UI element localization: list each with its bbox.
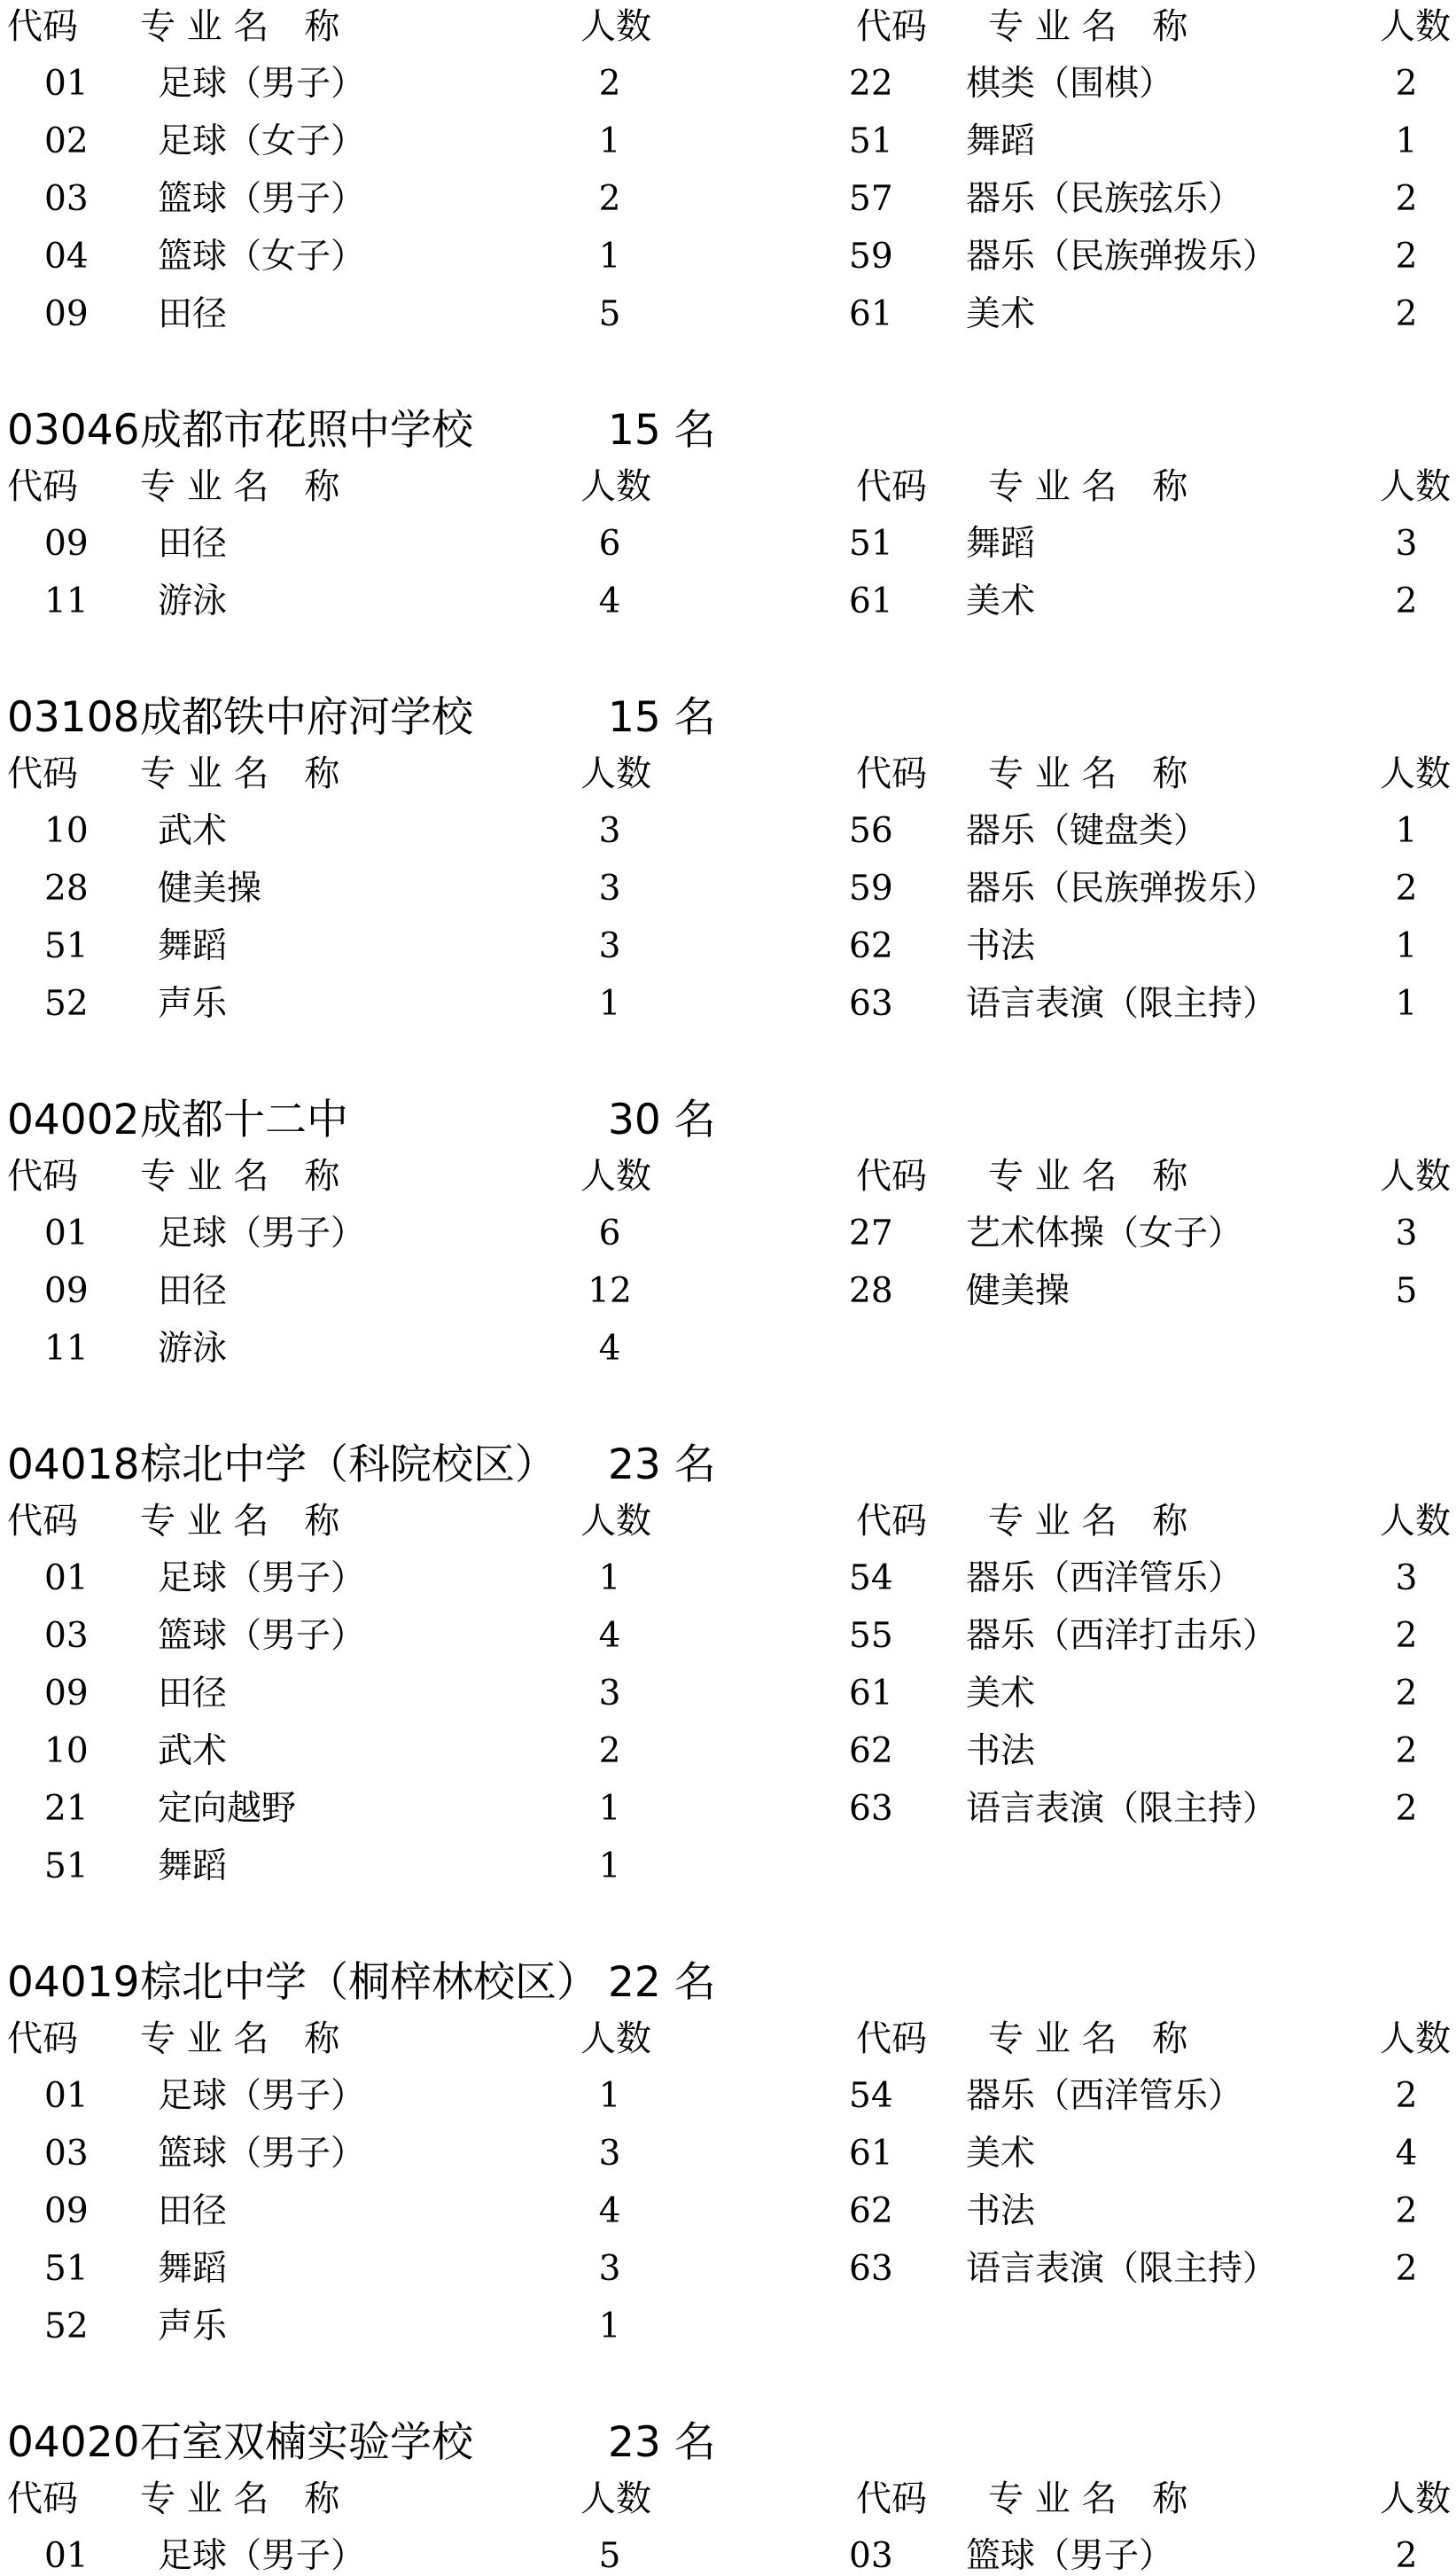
column-header-count: 人数 — [1380, 753, 1451, 794]
quota-count: 5 — [598, 2536, 621, 2576]
specialty-code: 52 — [44, 984, 89, 1024]
quota-count: 6 — [598, 524, 621, 564]
quota-count: 2 — [1395, 1616, 1418, 1656]
school-name: 成都十二中 — [140, 1096, 348, 1144]
quota-count: 3 — [598, 926, 621, 966]
quota-count: 3 — [598, 2134, 621, 2174]
column-header-count: 人数 — [580, 1501, 651, 1542]
specialty-name: 田径 — [158, 524, 228, 564]
specialty-name: 器乐（西洋管乐） — [966, 2076, 1243, 2116]
quota-count: 3 — [1395, 1214, 1418, 1253]
specialty-code: 51 — [849, 121, 893, 161]
specialty-code: 02 — [44, 121, 89, 161]
column-header-count: 人数 — [1380, 6, 1451, 47]
specialty-code: 28 — [44, 869, 89, 909]
column-header-name: 专 业 名 称 — [140, 2478, 340, 2519]
column-header-count: 人数 — [1380, 2018, 1451, 2059]
specialty-code: 51 — [44, 2249, 89, 2289]
specialty-code: 09 — [44, 1674, 89, 1713]
specialty-name: 器乐（民族弹拨乐） — [966, 237, 1278, 277]
column-header-code: 代码 — [7, 753, 78, 794]
quota-count: 1 — [598, 2076, 621, 2116]
specialty-name: 田径 — [158, 1271, 228, 1311]
specialty-name: 艺术体操（女子） — [966, 1214, 1243, 1253]
specialty-code: 61 — [849, 2134, 893, 2174]
specialty-name: 舞蹈 — [158, 1846, 228, 1886]
specialty-name: 器乐（西洋管乐） — [966, 1558, 1243, 1598]
quota-count: 2 — [1395, 1789, 1418, 1829]
specialty-name: 书法 — [966, 1731, 1036, 1771]
specialty-code: 01 — [44, 1214, 89, 1253]
column-header-code: 代码 — [856, 1501, 927, 1542]
quota-count: 3 — [1395, 524, 1418, 564]
column-header-code: 代码 — [856, 2478, 927, 2519]
school-name: 成都市花照中学校 — [140, 406, 473, 455]
specialty-name: 武术 — [158, 811, 228, 851]
specialty-code: 01 — [44, 1558, 89, 1598]
quota-count: 1 — [598, 984, 621, 1024]
specialty-code: 54 — [849, 1558, 893, 1598]
column-header-code: 代码 — [856, 6, 927, 47]
specialty-name: 舞蹈 — [966, 524, 1036, 564]
specialty-code: 55 — [849, 1616, 893, 1656]
specialty-code: 59 — [849, 237, 893, 277]
specialty-name: 田径 — [158, 2191, 228, 2231]
column-header-name: 专 业 名 称 — [140, 466, 340, 507]
column-header-count: 人数 — [1380, 1501, 1451, 1542]
quota-count: 2 — [1395, 1731, 1418, 1771]
specialty-name: 语言表演（限主持） — [966, 984, 1278, 1024]
school-total: 30 名 — [608, 1096, 716, 1144]
specialty-code: 03 — [44, 179, 89, 219]
specialty-name: 语言表演（限主持） — [966, 2249, 1278, 2289]
school-total: 15 名 — [608, 406, 716, 455]
school-name: 棕北中学（桐梓林校区） — [140, 1958, 598, 2007]
quota-count: 4 — [598, 1329, 621, 1369]
quota-count: 2 — [598, 179, 621, 219]
specialty-name: 游泳 — [158, 582, 228, 621]
specialty-code: 61 — [849, 294, 893, 334]
school-code: 03108 — [7, 693, 140, 742]
school-code: 04020 — [7, 2418, 140, 2467]
specialty-name: 篮球（女子） — [158, 237, 366, 277]
specialty-code: 51 — [44, 1846, 89, 1886]
column-header-code: 代码 — [7, 1156, 78, 1197]
specialty-name: 健美操 — [158, 869, 262, 909]
quota-count: 3 — [1395, 1558, 1418, 1598]
school-total: 23 名 — [608, 1440, 716, 1489]
quota-count: 12 — [588, 1271, 632, 1311]
specialty-code: 01 — [44, 64, 89, 104]
specialty-code: 51 — [44, 926, 89, 966]
quota-count: 5 — [598, 294, 621, 334]
specialty-name: 田径 — [158, 294, 228, 334]
specialty-name: 足球（男子） — [158, 64, 366, 104]
column-header-count: 人数 — [580, 6, 651, 47]
specialty-code: 09 — [44, 2191, 89, 2231]
specialty-code: 59 — [849, 869, 893, 909]
quota-count: 1 — [1395, 121, 1418, 161]
specialty-name: 田径 — [158, 1674, 228, 1713]
column-header-name: 专 业 名 称 — [988, 2018, 1188, 2059]
specialty-name: 篮球（男子） — [158, 1616, 366, 1656]
specialty-code: 27 — [849, 1214, 893, 1253]
specialty-name: 游泳 — [158, 1329, 228, 1369]
specialty-code: 11 — [44, 1329, 89, 1369]
specialty-code: 01 — [44, 2076, 89, 2116]
specialty-name: 棋类（围棋） — [966, 64, 1174, 104]
quota-count: 4 — [598, 582, 621, 621]
quota-count: 4 — [598, 2191, 621, 2231]
quota-count: 2 — [1395, 869, 1418, 909]
specialty-code: 61 — [849, 582, 893, 621]
specialty-name: 篮球（男子） — [158, 179, 366, 219]
specialty-name: 美术 — [966, 294, 1036, 334]
specialty-name: 足球（男子） — [158, 2536, 366, 2576]
school-code: 04002 — [7, 1096, 140, 1144]
specialty-code: 63 — [849, 1789, 893, 1829]
specialty-name: 美术 — [966, 582, 1036, 621]
specialty-name: 书法 — [966, 926, 1036, 966]
quota-count: 3 — [598, 1674, 621, 1713]
specialty-code: 61 — [849, 1674, 893, 1713]
column-header-code: 代码 — [856, 753, 927, 794]
quota-count: 2 — [1395, 237, 1418, 277]
specialty-code: 62 — [849, 2191, 893, 2231]
column-header-count: 人数 — [1380, 1156, 1451, 1197]
quota-count: 4 — [1395, 2134, 1418, 2174]
quota-count: 6 — [598, 1214, 621, 1253]
quota-count: 2 — [1395, 2191, 1418, 2231]
quota-count: 1 — [598, 237, 621, 277]
quota-count: 2 — [1395, 2249, 1418, 2289]
specialty-code: 28 — [849, 1271, 893, 1311]
specialty-name: 书法 — [966, 2191, 1036, 2231]
column-header-name: 专 业 名 称 — [140, 1156, 340, 1197]
quota-count: 1 — [598, 1846, 621, 1886]
specialty-name: 武术 — [158, 1731, 228, 1771]
specialty-code: 01 — [44, 2536, 89, 2576]
quota-count: 3 — [598, 811, 621, 851]
specialty-code: 63 — [849, 2249, 893, 2289]
column-header-count: 人数 — [580, 753, 651, 794]
column-header-code: 代码 — [7, 1501, 78, 1542]
specialty-name: 美术 — [966, 1674, 1036, 1713]
specialty-code: 57 — [849, 179, 893, 219]
specialty-name: 舞蹈 — [158, 926, 228, 966]
specialty-name: 足球（男子） — [158, 1214, 366, 1253]
column-header-count: 人数 — [1380, 2478, 1451, 2519]
column-header-code: 代码 — [856, 1156, 927, 1197]
specialty-code: 03 — [849, 2536, 893, 2576]
quota-count: 1 — [598, 2307, 621, 2346]
specialty-code: 04 — [44, 237, 89, 277]
column-header-name: 专 业 名 称 — [140, 2018, 340, 2059]
specialty-name: 足球（女子） — [158, 121, 366, 161]
specialty-code: 54 — [849, 2076, 893, 2116]
specialty-code: 52 — [44, 2307, 89, 2346]
specialty-name: 器乐（西洋打击乐） — [966, 1616, 1278, 1656]
school-total: 15 名 — [608, 693, 716, 742]
column-header-name: 专 业 名 称 — [988, 466, 1188, 507]
specialty-code: 56 — [849, 811, 893, 851]
specialty-code: 10 — [44, 1731, 89, 1771]
school-name: 成都铁中府河学校 — [140, 693, 473, 742]
quota-count: 2 — [1395, 64, 1418, 104]
specialty-name: 足球（男子） — [158, 1558, 366, 1598]
column-header-code: 代码 — [7, 2478, 78, 2519]
specialty-name: 足球（男子） — [158, 2076, 366, 2116]
specialty-code: 62 — [849, 926, 893, 966]
column-header-name: 专 业 名 称 — [988, 753, 1188, 794]
specialty-name: 器乐（民族弹拨乐） — [966, 869, 1278, 909]
school-code: 04018 — [7, 1440, 140, 1489]
school-total: 22 名 — [608, 1958, 716, 2007]
specialty-name: 声乐 — [158, 984, 228, 1024]
quota-count: 2 — [1395, 2536, 1418, 2576]
quota-count: 4 — [598, 1616, 621, 1656]
specialty-name: 健美操 — [966, 1271, 1071, 1311]
quota-count: 3 — [598, 2249, 621, 2289]
specialty-name: 舞蹈 — [966, 121, 1036, 161]
specialty-name: 声乐 — [158, 2307, 228, 2346]
quota-count: 2 — [1395, 179, 1418, 219]
school-code: 04019 — [7, 1958, 140, 2007]
column-header-code: 代码 — [7, 6, 78, 47]
quota-count: 1 — [1395, 926, 1418, 966]
specialty-code: 22 — [849, 64, 893, 104]
quota-count: 2 — [1395, 2076, 1418, 2116]
specialty-name: 器乐（民族弦乐） — [966, 179, 1243, 219]
quota-count: 3 — [598, 869, 621, 909]
quota-count: 2 — [598, 64, 621, 104]
specialty-name: 定向越野 — [158, 1789, 297, 1829]
quota-count: 1 — [1395, 984, 1418, 1024]
column-header-count: 人数 — [580, 2478, 651, 2519]
specialty-code: 62 — [849, 1731, 893, 1771]
specialty-name: 美术 — [966, 2134, 1036, 2174]
specialty-code: 09 — [44, 1271, 89, 1311]
specialty-code: 10 — [44, 811, 89, 851]
column-header-count: 人数 — [580, 1156, 651, 1197]
specialty-code: 21 — [44, 1789, 89, 1829]
column-header-code: 代码 — [7, 466, 78, 507]
school-name: 石室双楠实验学校 — [140, 2418, 473, 2467]
specialty-code: 03 — [44, 1616, 89, 1656]
quota-count: 1 — [598, 121, 621, 161]
specialty-code: 51 — [849, 524, 893, 564]
quota-count: 2 — [1395, 582, 1418, 621]
quota-count: 1 — [598, 1558, 621, 1598]
school-name: 棕北中学（科院校区） — [140, 1440, 557, 1489]
specialty-code: 03 — [44, 2134, 89, 2174]
column-header-count: 人数 — [580, 466, 651, 507]
quota-count: 5 — [1395, 1271, 1418, 1311]
specialty-name: 篮球（男子） — [158, 2134, 366, 2174]
column-header-code: 代码 — [856, 2018, 927, 2059]
column-header-name: 专 业 名 称 — [988, 2478, 1188, 2519]
column-header-name: 专 业 名 称 — [140, 753, 340, 794]
column-header-name: 专 业 名 称 — [140, 1501, 340, 1542]
specialty-code: 63 — [849, 984, 893, 1024]
column-header-name: 专 业 名 称 — [988, 1501, 1188, 1542]
quota-count: 2 — [598, 1731, 621, 1771]
specialty-code: 09 — [44, 294, 89, 334]
specialty-name: 舞蹈 — [158, 2249, 228, 2289]
specialty-name: 器乐（键盘类） — [966, 811, 1209, 851]
column-header-code: 代码 — [856, 466, 927, 507]
column-header-name: 专 业 名 称 — [988, 1156, 1188, 1197]
specialty-code: 11 — [44, 582, 89, 621]
school-total: 23 名 — [608, 2418, 716, 2467]
column-header-code: 代码 — [7, 2018, 78, 2059]
column-header-count: 人数 — [580, 2018, 651, 2059]
quota-count: 1 — [598, 1789, 621, 1829]
quota-count: 2 — [1395, 1674, 1418, 1713]
column-header-name: 专 业 名 称 — [140, 6, 340, 47]
quota-count: 2 — [1395, 294, 1418, 334]
column-header-name: 专 业 名 称 — [988, 6, 1188, 47]
quota-count: 1 — [1395, 811, 1418, 851]
specialty-name: 篮球（男子） — [966, 2536, 1174, 2576]
specialty-name: 语言表演（限主持） — [966, 1789, 1278, 1829]
specialty-code: 09 — [44, 524, 89, 564]
column-header-count: 人数 — [1380, 466, 1451, 507]
school-code: 03046 — [7, 406, 140, 455]
